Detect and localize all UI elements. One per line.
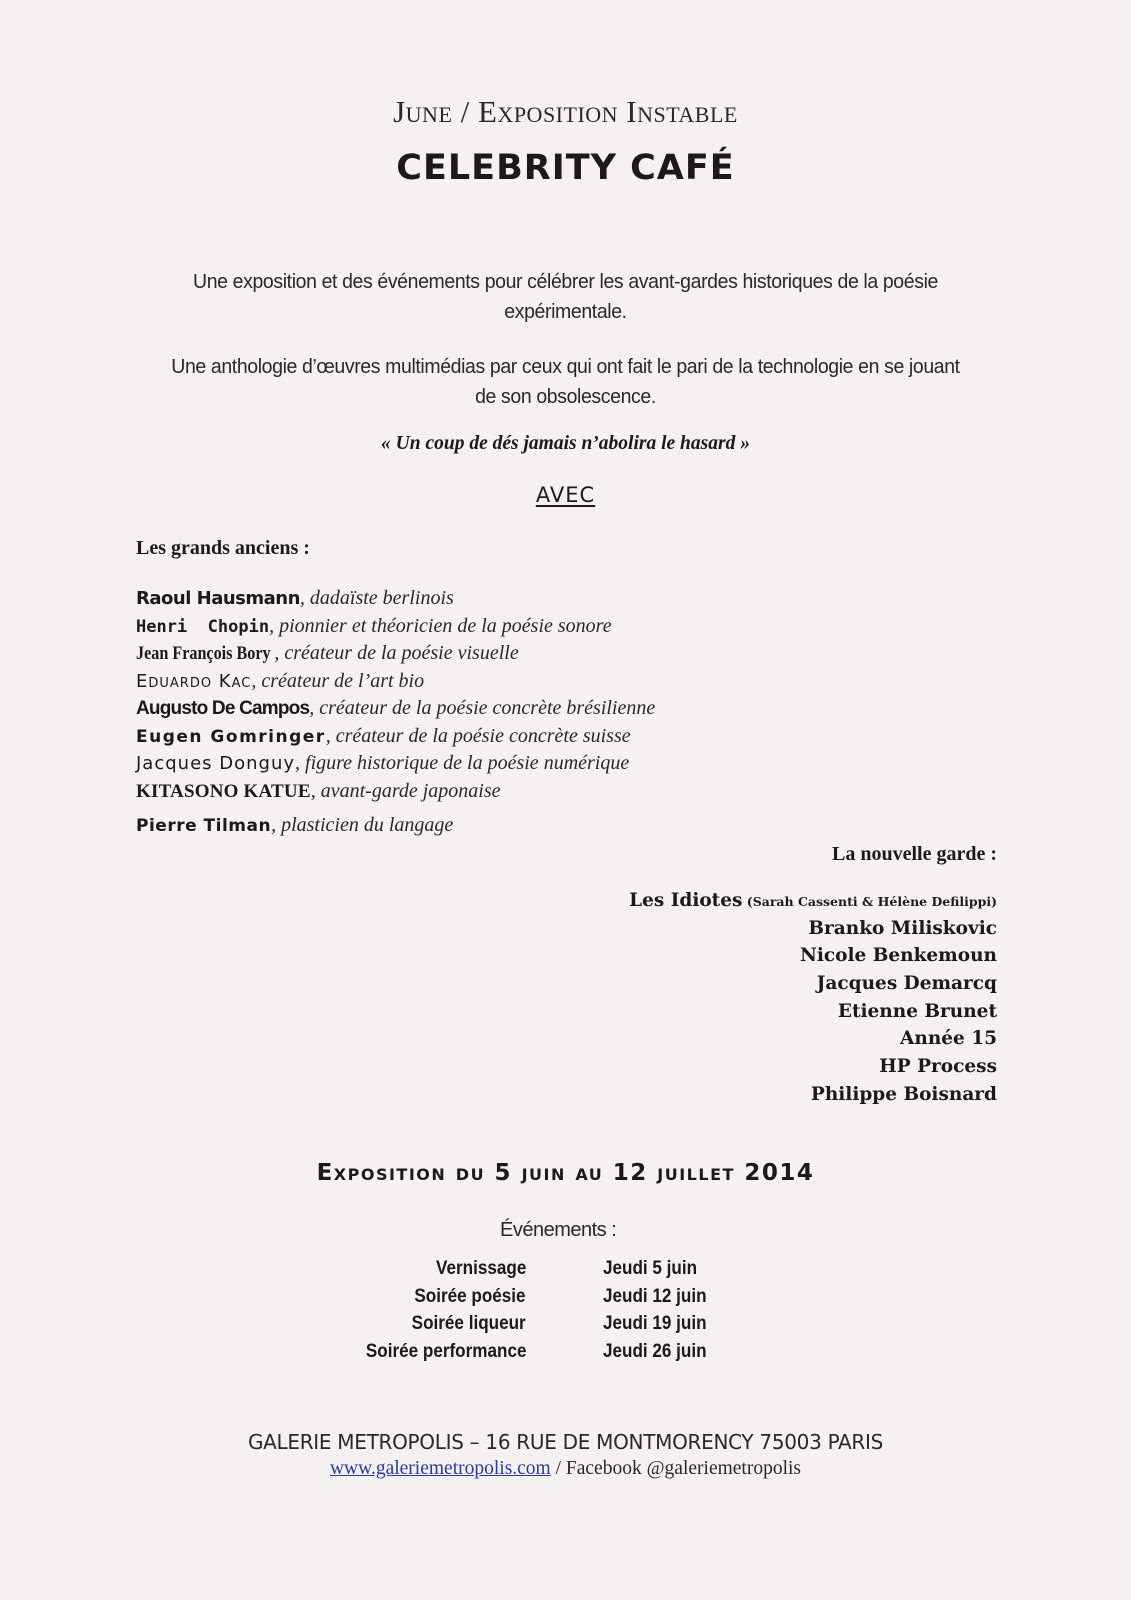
avec-heading: AVEC (535, 483, 596, 507)
event-date: Jeudi 5 juin (603, 1258, 698, 1279)
list-item (136, 723, 655, 751)
anciens-label: Les grands anciens : (136, 537, 310, 559)
page-title: CELEBRITY CAFÉ (396, 148, 735, 188)
artist-name: Eugen Gomringer (136, 726, 326, 747)
artist-role: , avant-garde japonaise (310, 779, 501, 802)
list-item (136, 640, 655, 668)
list-item (629, 998, 997, 1026)
artist-name: HP Process (879, 1056, 997, 1078)
intro-paragraph-1-text: Une exposition et des événements pour célébrer les avant-gardes historiques de la poésie expérimentale. (193, 270, 938, 323)
intro-paragraph-1 (28, 267, 1102, 327)
website-link[interactable]: www.galeriemetropolis.com (329, 1458, 551, 1479)
intro-paragraph-2-text: Une anthologie d’œuvres multimédias par ceux qui ont fait le pari de la technologie en se jouant de son obsolescence. (171, 355, 960, 408)
nouvelle-garde-label: La nouvelle garde : (832, 843, 997, 865)
list-item (629, 1053, 997, 1081)
anciens-list (136, 585, 655, 840)
separator: / (550, 1458, 566, 1479)
artist-role: , créateur de l’art bio (251, 669, 425, 692)
artist-name: KITASONO KATUE (136, 780, 311, 802)
event-name: Soirée liqueur (411, 1313, 526, 1334)
list-item (136, 750, 655, 778)
list-item (629, 1081, 997, 1109)
list-item (629, 1025, 997, 1053)
artist-name: Jean François Bory (136, 643, 271, 664)
list-item (629, 970, 997, 998)
artist-name: Nicole Benkemoun (799, 945, 997, 967)
event-name: Soirée poésie (414, 1285, 526, 1307)
artist-role: , créateur de la poésie concrète suisse (325, 724, 631, 747)
event-row (300, 1255, 760, 1283)
nouvelle-garde-list (629, 887, 997, 1109)
artist-name: Jacques Donguy (136, 753, 296, 774)
artist-name: Etienne Brunet (837, 1000, 997, 1022)
event-row (300, 1338, 760, 1366)
artist-name: Eduardo Kac (136, 670, 252, 692)
artist-name: Année 15 (900, 1028, 997, 1050)
exhibition-dates: Exposition du 5 juin au 12 juillet 2014 (316, 1160, 815, 1186)
artist-role: , dadaïste berlinois (299, 587, 454, 609)
list-item (136, 812, 655, 840)
footer-links (0, 1458, 1131, 1480)
artist-role: , créateur de la poésie visuelle (274, 642, 519, 664)
event-name: Soirée performance (365, 1340, 526, 1362)
event-row (300, 1283, 760, 1311)
event-date: Jeudi 26 juin (603, 1340, 707, 1362)
facebook-handle: Facebook @galeriemetropolis (565, 1458, 802, 1479)
artist-role: , figure historique de la poésie numérique (295, 752, 630, 774)
list-item (629, 942, 997, 970)
artist-name: Augusto De Campos (136, 698, 310, 719)
event-name: Vernissage (435, 1258, 526, 1279)
event-row (300, 1310, 760, 1338)
events-label: Événements : (500, 1219, 617, 1241)
artist-name: Henri Chopin (136, 616, 270, 637)
list-item (136, 695, 655, 723)
artist-members: (Sarah Cassenti & Hélène Defilippi) (742, 894, 997, 909)
event-date: Jeudi 12 juin (603, 1285, 707, 1307)
artist-name: Les Idiotes (629, 890, 743, 911)
list-item (136, 613, 655, 641)
gallery-address: GALERIE METROPOLIS – 16 RUE DE MONTMORENCY 75003 PARIS (247, 1430, 884, 1454)
artist-role: , créateur de la poésie concrète brésilienne (309, 697, 656, 719)
list-item (136, 668, 655, 696)
artist-name: Philippe Boisnard (810, 1083, 997, 1105)
list-item (629, 915, 997, 943)
list-item (136, 585, 655, 613)
list-item (136, 778, 655, 806)
events-table (300, 1255, 760, 1365)
intro-paragraph-2 (28, 352, 1102, 412)
list-item (629, 887, 997, 915)
event-date: Jeudi 19 juin (603, 1313, 707, 1334)
quote: « Un coup de dés jamais n’abolira le hasard » (381, 433, 750, 454)
artist-name: Pierre Tilman (136, 816, 272, 836)
artist-role: , plasticien du langage (271, 814, 454, 836)
artist-name: Raoul Hausmann (136, 588, 300, 609)
artist-role: , pionnier et théoricien de la poésie sonore (269, 614, 612, 637)
subtitle: June / Exposition Instable (393, 94, 738, 129)
artist-name: Jacques Demarcq (816, 973, 997, 995)
artist-name: Branko Miliskovic (808, 917, 997, 939)
